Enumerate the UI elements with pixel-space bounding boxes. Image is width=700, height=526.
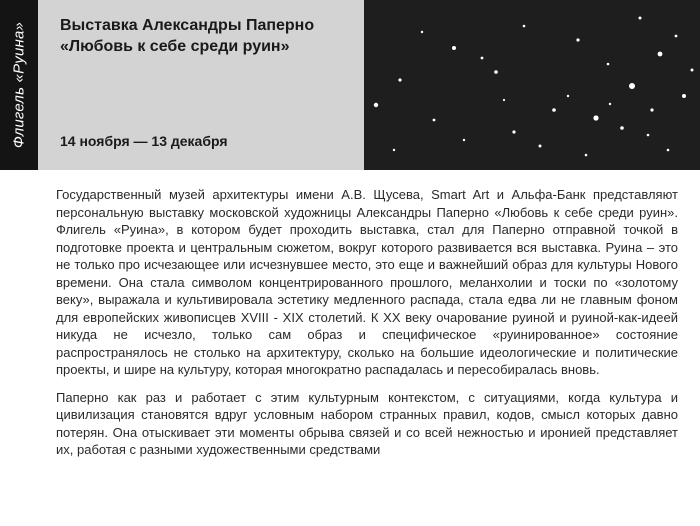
night-sky-image <box>364 0 700 170</box>
exhibition-title-line1: Выставка Александры Паперно <box>60 17 315 34</box>
side-label-text: Флигель «Руина» <box>10 21 28 149</box>
side-label-strip <box>0 0 38 170</box>
title-panel <box>38 0 364 170</box>
exhibition-title <box>60 15 360 57</box>
exhibition-dates: 14 ноября — 13 декабря <box>60 133 228 149</box>
article-paragraph-2: Паперно как раз и работает с этим культурным контекстом, с ситуациями, когда культура и цивилизация становятся вдруг условным набором странных правил, кодов, смысл которых давно потерян. Она отыскивает эти моменты обрыва связей и со всей нежностью и иронией представляет их, работая с разными художественными средствами <box>56 389 678 457</box>
exhibition-title-line2: «Любовь к себе среди руин» <box>60 38 290 55</box>
article-body <box>56 186 678 469</box>
exhibition-banner <box>0 0 700 170</box>
article-paragraph-1: Государственный музей архитектуры имени А.В. Щусева, Smart Art и Альфа-Банк представляют персональную выставку московской художницы Александры Паперно «Любовь к себе среди руин». Флигель «Руина», в котором будет проходить выставка, стал для Паперно отправной точкой в подготовке проекта и центральным сюжетом, вокруг которого развивается вся выставка. Руина – это не только про исчезающее или исчезнувшее место, это еще и важнейший образ для культуры Нового времени. Она стала символом концентрированного прошлого, меланхолии и тоски по «золотому веку», выражала и культивировала эстетику медленного распада, стала едва ли не главным фоном для европейских живописцев XVIII - XIX столетий. К XX веку очарование руиной и руиной-как-идеей никуда не исчезло, только сам образ и специфическое «руинированное» состояние распространялось не столько на архитектуру, сколько на большие идеологические и политические проекты, и шире на культуру, которая многократно распадалась и пересобиралась вновь. <box>56 187 678 377</box>
stars-graphic <box>364 0 700 170</box>
